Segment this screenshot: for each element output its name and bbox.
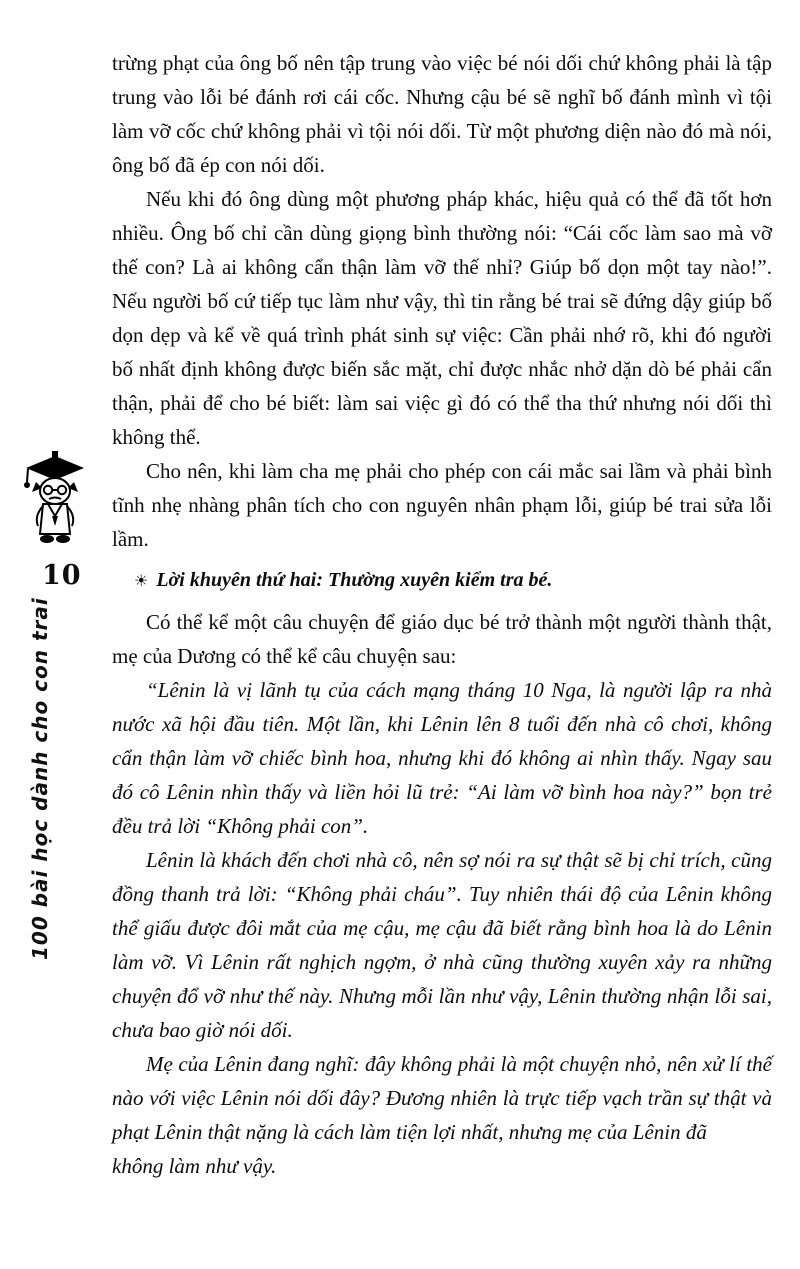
sun-flower-icon: ☀ xyxy=(134,571,149,590)
page-number: 10 xyxy=(42,560,82,591)
graduate-cartoon-icon xyxy=(18,446,92,558)
book-title-vertical: 100 bài học dành cho con trai xyxy=(28,597,52,960)
tip-line xyxy=(134,565,772,596)
paragraph: trừng phạt của ông bố nên tập trung vào việc bé nói dối chứ không phải là tập trung vào lỗi bé đánh rơi cái cốc. Nhưng cậu bé sẽ nghĩ bố đánh mình vì tội làm vỡ cốc chứ không phải vì tội nói dối. Từ một phương diện nào đó mà nói, ông bố đã ép con nói dối. xyxy=(112,51,772,177)
clipped-line-text: không làm như vậy. xyxy=(112,1154,277,1178)
paragraph: Cho nên, khi làm cha mẹ phải cho phép con cái mắc sai lầm và phải bình tĩnh nhẹ nhàng phân tích cho con nguyên nhân phạm lỗi, giúp bé trai sửa lỗi lầm. xyxy=(112,459,772,551)
paragraph: Nếu khi đó ông dùng một phương pháp khác, hiệu quả có thể đã tốt hơn nhiều. Ông bố chỉ cần dùng giọng bình thường nói: “Cái cốc làm sao mà vỡ thế con? Là ai không cẩn thận làm vỡ thế nhỉ? Giúp bố dọn một tay nào!”. Nếu người bố cứ tiếp tục làm như vậy, thì tin rằng bé trai sẽ đứng dậy giúp bố dọn dẹp và kể về quá trình phát sinh sự việc: Cần phải nhớ rõ, khi đó người bố nhất định không được biến sắc mặt, chỉ được nhắc nhở dặn dò bé phải cẩn thận, phải để cho bé biết: làm sai việc gì đó có thể tha thứ nhưng nói dối thì không thể. xyxy=(112,187,772,449)
graduate-mascot-illustration xyxy=(18,446,92,558)
story-paragraph: Lênin là khách đến chơi nhà cô, nên sợ nói ra sự thật sẽ bị chỉ trích, cũng đồng thanh trả lời: “Không phải cháu”. Tuy nhiên thái độ của Lênin không thể giấu được đôi mắt của mẹ cậu, mẹ cậu đã biết rằng bình hoa là do Lênin làm vỡ. Vì Lênin rất nghịch ngợm, ở nhà cũng thường xuyên xảy ra những chuyện đổ vỡ như thế này. Nhưng mỗi lần như vậy, Lênin thường nhận lỗi sai, chưa bao giờ nói dối. xyxy=(112,848,772,1042)
story-paragraph: Mẹ của Lênin đang nghĩ: đây không phải là một chuyện nhỏ, nên xử lí thế nào với việc Lênin nói dối đây? Đương nhiên là trực tiếp vạch trần sự thật và phạt Lênin thật nặng là cách làm tiện lợi nhất, nhưng mẹ của Lênin đã xyxy=(112,1052,772,1144)
paragraph: Có thể kể một câu chuyện để giáo dục bé trở thành một người thành thật, mẹ của Dương có thể kể câu chuyện sau: xyxy=(112,610,772,668)
tip-text: Lời khuyên thứ hai: Thường xuyên kiểm tra bé. xyxy=(156,569,553,591)
clipped-bottom-line xyxy=(112,1149,772,1178)
story-paragraph: “Lênin là vị lãnh tụ của cách mạng tháng 10 Nga, là người lập ra nhà nước xã hội đầu tiên. Một lần, khi Lênin lên 8 tuổi đến nhà cô chơi, không cẩn thận làm vỡ chiếc bình hoa, nhưng khi đó không ai nhìn thấy. Ngay sau đó cô Lênin nhìn thấy và liền hỏi lũ trẻ: “Ai làm vỡ bình hoa này?” bọn trẻ đều trả lời “Không phải con”. xyxy=(112,678,772,838)
page-text xyxy=(112,46,772,1178)
